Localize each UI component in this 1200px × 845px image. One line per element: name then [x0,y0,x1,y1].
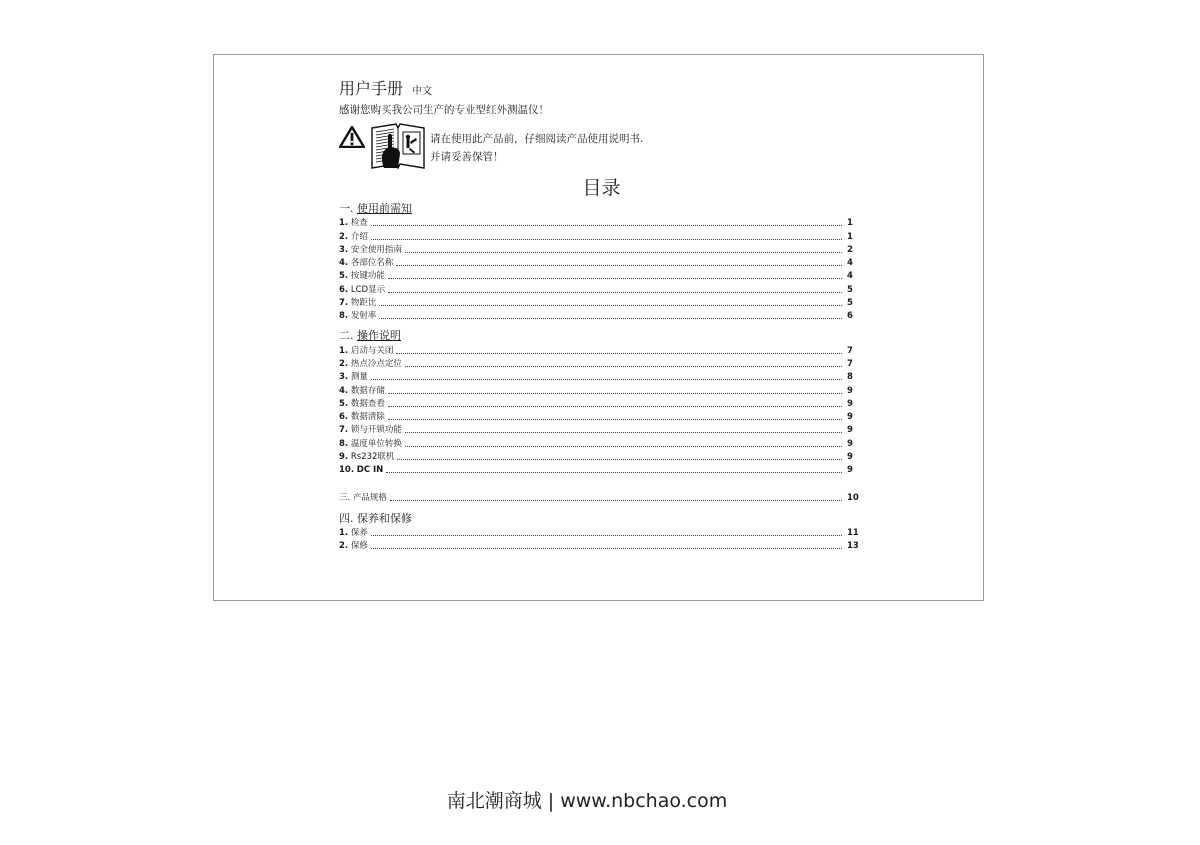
dot-leader [405,431,842,433]
toc-entry[interactable]: 6. 数据清除 9 [339,410,859,423]
site-footer-watermark: 南北潮商城 | www.nbchao.com [446,790,728,812]
toc-entry-page: 9 [847,465,853,476]
section-title: 使用前需知 [357,202,412,215]
toc-entry-page: 7 [847,358,853,369]
read-manual-icon [370,122,426,170]
toc-entry-page: 1 [847,231,853,242]
toc-entry-page: 1 [847,218,853,229]
toc-entry-page: 5 [847,284,853,295]
toc-entry[interactable]: 3. 测量 8 [339,370,859,383]
section-prefix: 二. [339,329,354,343]
thanks-message: 感谢您购买我公司生产的专业型红外测温仪！ [339,104,549,116]
toc-entry[interactable]: 8. 温度单位转换 9 [339,436,859,449]
toc-entry-label: 热点冷点定位 [350,358,402,369]
toc-entry-label: 按键功能 [350,271,385,282]
dot-leader [397,458,842,460]
dot-leader [405,365,842,367]
dot-leader [379,317,842,319]
toc-entry-label: 介绍 [350,231,368,242]
toc-entry-page: 5 [847,298,853,309]
toc-entry[interactable]: 1. 保养 11 [339,527,859,538]
dot-leader [388,392,842,394]
toc-entry-page: 2 [847,244,853,255]
toc-entry-label: Rs232联机 [350,452,395,463]
manual-title-row [339,78,859,100]
toc-entry-page: 9 [847,425,853,436]
toc-entry[interactable]: 4. 数据存储 9 [339,383,859,396]
toc-entry-page: 9 [847,398,853,409]
toc-entry-label: 启动与关闭 [350,345,394,356]
toc-entry[interactable]: 4. 各部位名称 4 [339,256,859,269]
toc-entry[interactable]: 2. 介绍 1 [339,229,859,242]
toc-entry[interactable]: 1. 启动与关闭 7 [339,343,859,356]
toc-entry[interactable]: 3. 安全使用指南 2 [339,243,859,256]
toc-entry-page: 9 [847,438,853,449]
toc-entry[interactable]: 5. 数据查看 9 [339,397,859,410]
section-title: 操作说明 [357,329,401,343]
toc-entry-page: 4 [847,271,853,282]
toc-entry-label: 检查 [350,218,368,229]
toc-section-list [339,216,859,322]
toc-entry[interactable]: 9. Rs232联机 9 [339,450,859,463]
toc-entry[interactable]: 5. 按键功能 4 [339,269,859,282]
dot-leader [371,238,842,240]
dot-leader [388,291,842,293]
toc-entry-label: 发射率 [350,311,377,322]
manual-content [339,78,859,552]
dot-leader [386,471,842,473]
notice-line-1: 请在使用此产品前，仔细阅读产品使用说明书. [430,133,644,145]
toc-section-heading: 四. 保养和保修 [339,511,412,525]
toc-section-heading [339,329,859,343]
dot-leader [388,405,842,407]
toc-entry-page: 9 [847,452,853,463]
toc-entry[interactable]: 2. 热点冷点定位 7 [339,357,859,370]
toc-entry-label: 测量 [350,372,368,383]
toc-entry-label: 保修 [350,541,368,552]
toc-entry-label: 数据存储 [350,385,385,396]
dot-leader [390,499,842,501]
dot-leader [405,251,842,253]
toc-entry-label: 各部位名称 [350,258,394,269]
dot-leader [396,264,842,266]
toc-entry-page: 7 [847,345,853,356]
dot-leader [405,445,842,447]
warning-triangle-icon [339,126,365,148]
dot-leader [371,224,842,226]
toc-title: 目录 [582,177,621,199]
toc-entry[interactable]: 8. 发射率 6 [339,309,859,322]
toc-entry-label: LCD显示 [350,284,386,295]
dot-leader [388,277,842,279]
toc-section-heading [339,202,859,216]
dot-leader [371,378,842,380]
toc-entry-page: 6 [847,311,853,322]
toc-entry-label: 安全使用指南 [350,244,402,255]
toc-entry-page: 9 [847,385,853,396]
toc-entry-page: 10 [847,492,859,503]
toc-entry[interactable]: 7. 物距比 5 [339,296,859,309]
toc-entry-page: 8 [847,372,853,383]
toc-section-list [339,526,859,553]
toc-entry-page: 4 [847,258,853,269]
toc-entry-page: 11 [847,527,859,538]
toc-entry[interactable]: 1. 检查 1 [339,216,859,229]
dot-leader [379,304,842,306]
toc-entry-specs[interactable] [339,490,859,503]
toc-entry[interactable]: 2. 保修 13 [339,541,859,552]
toc-entry-label: 锁与开锁功能 [350,425,402,436]
manual-language: 中文 [412,86,433,97]
notice-line-2: 并请妥善保管！ [430,151,504,163]
dot-leader [396,352,842,354]
section-prefix: 一. [339,202,354,215]
toc-entry-page: 13 [847,541,859,552]
toc-entry-label: DC IN [356,465,384,476]
toc-section-list [339,343,859,476]
toc-entry-label: 三. 产品规格 [339,492,387,503]
toc-entry-page: 9 [847,412,853,423]
toc-entry[interactable]: 7. 锁与开锁功能 9 [339,423,859,436]
toc-entry-label: 保养 [350,527,368,538]
dot-leader [388,418,842,420]
notice-block [339,122,859,172]
toc-entry-label: 物距比 [350,298,377,309]
toc-entry-label: 数据查看 [350,398,385,409]
dot-leader [371,534,842,536]
notice-text [430,130,643,166]
manual-title: 用户手册 [339,79,404,98]
toc-entry-label: 数据清除 [350,412,385,423]
toc-entry-label: 温度单位转换 [350,438,402,449]
dot-leader [371,547,842,549]
toc-entry[interactable]: 10. DC IN 9 [339,463,859,476]
toc-entry[interactable]: 6. LCD显示 5 [339,282,859,295]
